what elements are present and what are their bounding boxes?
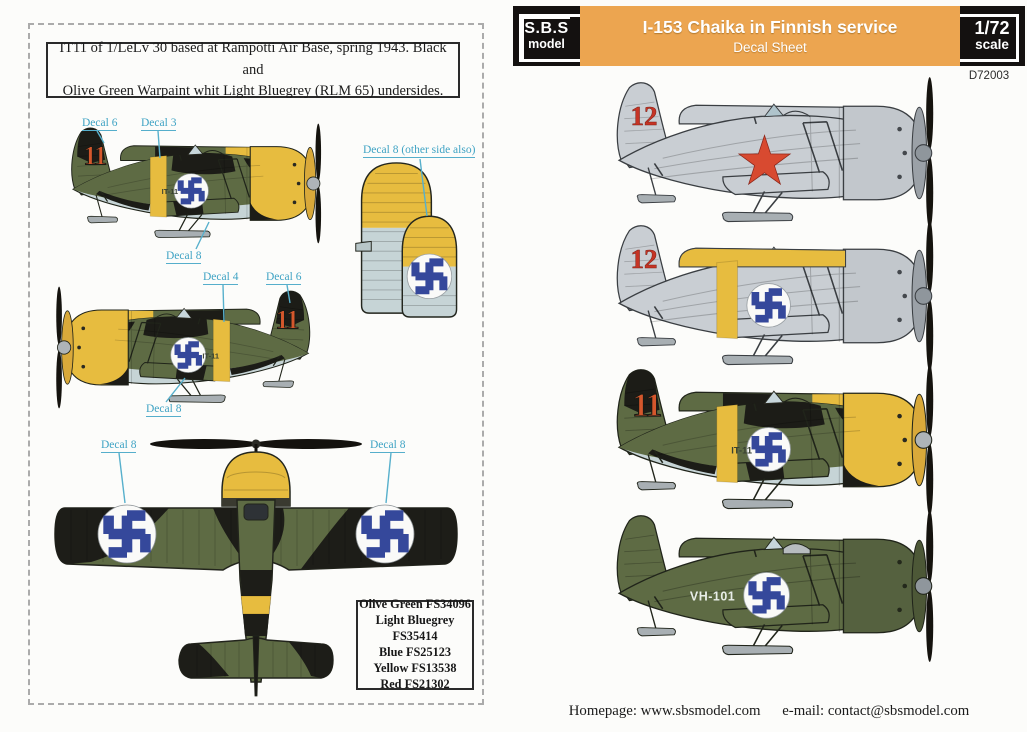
color-line: Blue FS25123 <box>378 645 452 659</box>
color-line: Light Bluegrey FS35414 <box>375 613 455 644</box>
homepage-text: Homepage: www.sbsmodel.com <box>568 703 761 719</box>
profile-it11-left <box>52 285 332 410</box>
header-banner <box>513 6 1025 66</box>
callout-decal3-p1: Decal 3 <box>141 117 177 129</box>
callout-decal8-p2: Decal 8 <box>146 403 182 415</box>
profile-finnish-olive-vh101 <box>590 508 938 664</box>
color-line: Red FS21302 <box>380 676 450 691</box>
fuselage-code: IT-11 <box>161 187 179 197</box>
color-line: Yellow FS13538 <box>373 660 457 675</box>
scale-badge <box>959 6 1025 66</box>
tail-number: 12 <box>630 243 658 274</box>
callout-decal6-p1: Decal 6 <box>82 117 118 129</box>
callout-decal8-p1: Decal 8 <box>166 250 202 262</box>
fuselage-code: IT-11 <box>202 351 220 361</box>
scheme-description-box <box>46 42 460 98</box>
sheet-subtitle: Decal Sheet <box>733 40 807 55</box>
product-code: D72003 <box>968 70 1010 82</box>
profile-finnish-camo-it11 <box>590 362 938 518</box>
callout-decal6-p2: Decal 6 <box>266 271 302 283</box>
logo-line1: S.B.S <box>524 20 569 38</box>
title-banner <box>580 6 960 66</box>
tail-number: 11 <box>631 386 661 425</box>
description-line2: Olive Green Warpaint whit Light Bluegrey (RLM 65) undersides. <box>62 82 444 99</box>
wing-underside-section <box>348 158 474 321</box>
callout-decal8-top-right: Decal 8 <box>370 439 406 451</box>
description-line1: IT11 of 1/LeLv 30 based at Rämpötti Air Base, spring 1943. Black and <box>59 40 447 78</box>
email-text: e-mail: contact@sbsmodel.com <box>782 703 970 719</box>
callout-decal8-wing: Decal 8 (other side also) <box>363 144 476 156</box>
sheet-title: I-153 Chaika in Finnish service <box>642 17 898 37</box>
contact-footer <box>513 703 1025 720</box>
callout-decal8-top-left: Decal 8 <box>101 439 137 451</box>
callout-decal4-p2: Decal 4 <box>203 271 239 283</box>
logo-line2: model <box>528 36 565 51</box>
color-line: Olive Green FS34096 <box>359 597 471 612</box>
logo-bracket <box>521 16 570 61</box>
fuselage-code: IT-11 <box>731 445 753 456</box>
tail-number: 11 <box>83 140 106 171</box>
profile-it11-right <box>50 122 325 245</box>
scale-value: 1/72 <box>974 17 1010 38</box>
profile-finnish-silver-red12 <box>590 218 938 374</box>
sbs-model-logo <box>513 6 580 66</box>
scale-word: scale <box>975 37 1009 53</box>
fuselage-code: VH-101 <box>689 589 736 604</box>
tail-number: 11 <box>275 303 298 335</box>
profile-soviet-red12 <box>590 75 938 231</box>
fs-color-chart <box>356 597 474 691</box>
tail-number: 12 <box>630 100 658 131</box>
